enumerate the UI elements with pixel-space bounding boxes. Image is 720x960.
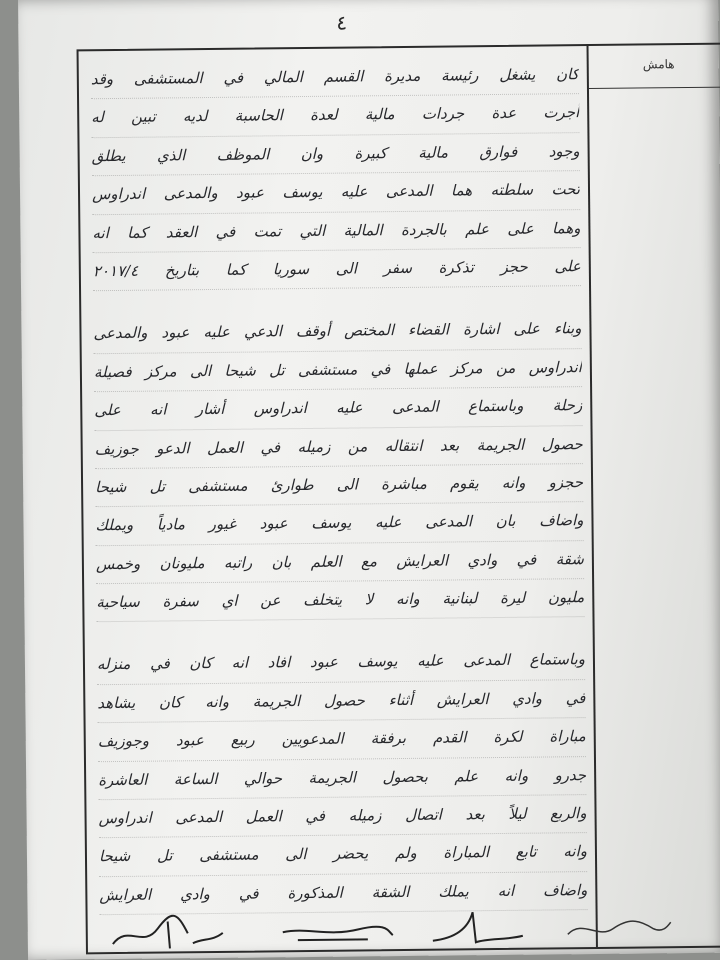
text-line: وهما على علم بالجردة المالية التي تمت في العقد كما انه [92,210,580,253]
text-line: واضاف انه يملك الشقة المذكورة في وادي العرايش [99,872,587,915]
text-line: وجود فوارق مالية كبيرة وان الموظف الذي يطلق [91,133,579,176]
page-number: ٤ [336,10,348,35]
text-line: تحت سلطته هما المدعى عليه يوسف عبود والمدعى اندراوس [92,171,580,214]
text-line: وبناء على اشارة القضاء المختص أوقف الدعي عليه عبود والمدعى [93,310,581,353]
text-line: وباستماع المدعى عليه يوسف عبود افاد انه كان في منزله [97,642,585,685]
text-line: حصول الجريمة بعد انتقاله من زميله في العمل الدعو جوزيف [95,426,583,469]
text-line: كان يشغل رئيسة مديرة القسم المالي في المستشفى وقد [91,56,579,99]
signature-4 [562,898,673,949]
signature-2 [277,901,398,952]
signature-1 [107,903,228,954]
text-line: مباراة لكرة القدم برفقة المدعويين ربيع عبود وجوزيف [98,718,586,761]
signature-3 [427,900,528,951]
text-line: زحلة وباستماع المدعى عليه اندراوس أشار انه على [94,387,582,430]
text-line: والربع ليلاً بعد اتصال زميله في العمل المدعى اندراوس [98,795,586,838]
margin-column-header: هامش [642,57,675,72]
text-line: اندراوس من مركز عملها في مستشفى تل شيحا الى مركز فصيلة [94,349,582,392]
text-line: في وادي العرايش أثناء حصول الجريمة وانه كان يشاهد [97,680,585,723]
text-line: واضاف بان المدعى عليه يوسف عبود غيور مادياً ويملك [95,502,583,545]
text-line: وانه تابع المباراة ولم يحضر الى مستشفى تل شيحا [99,834,587,877]
text-line: أجرت عدة جردات مالية لعدة الحاسبة لديه تبين له [91,95,579,138]
text-line: جدرو وانه علم بحصول الجريمة حوالي الساعة العاشرة [98,757,586,800]
text-line: على حجز تذكرة سفر الى سوريا كما بتاريخ ٢٠١٧/٤ [93,248,581,291]
handwritten-body [91,56,588,915]
paragraph-3 [97,642,588,916]
text-line: شقة في وادي العرايش مع العلم بان راتبه مليونان وخمس [96,541,584,584]
document-page [18,0,720,960]
paragraph-1 [91,56,581,291]
text-line: مليون ليرة لبنانية وانه لا يتخلف عن اي سفرة سياحية [96,579,584,622]
text-line: حجزو وانه يقوم مباشرة الى طوارئ مستشفى تل شيحا [95,464,583,507]
paragraph-2 [93,310,584,622]
